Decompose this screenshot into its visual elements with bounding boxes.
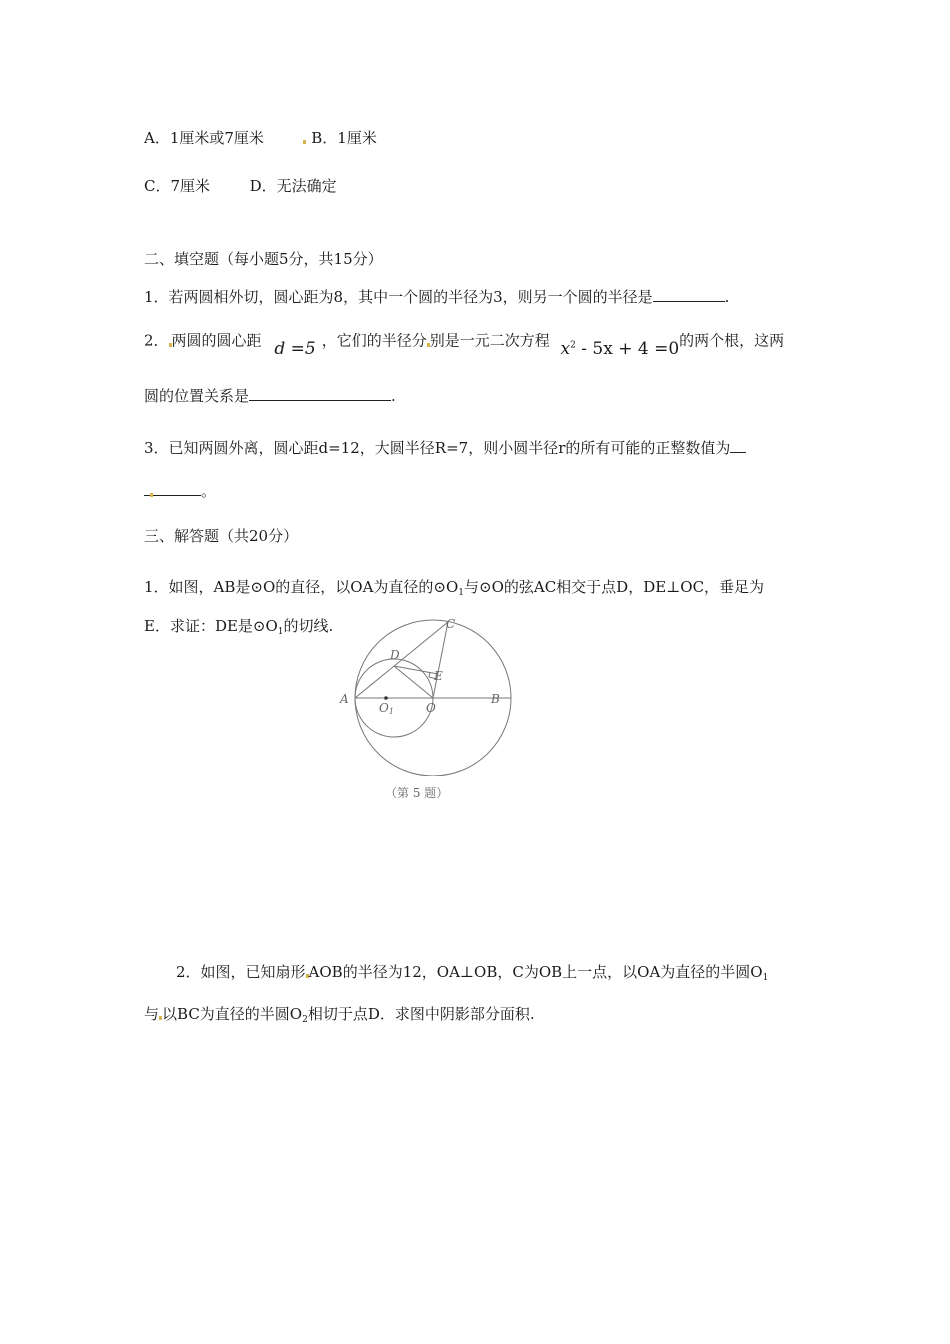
label-o1: O1 <box>379 701 394 716</box>
fill-question-3: 3．已知两圆外离，圆心距d=12，大圆半径R=7，则小圆半径r的所有可能的正整数值为 <box>144 438 746 458</box>
option-row-2 <box>144 176 337 196</box>
option-c: C．7厘米 <box>144 177 211 195</box>
label-o: O <box>426 701 436 715</box>
mark-dot <box>303 140 306 144</box>
option-row-1 <box>144 128 377 148</box>
answer-blank <box>153 481 201 496</box>
segment-od <box>394 666 433 698</box>
label-c: C <box>446 617 456 631</box>
center-o1-point <box>384 696 388 700</box>
option-d: D．无法确定 <box>249 177 337 195</box>
segment-oc <box>433 622 448 698</box>
option-a: A．1厘米或7厘米 <box>144 129 264 147</box>
section3-heading: 三、解答题（共20分） <box>144 527 299 545</box>
solve-question-1: 1．如图，AB是⊙O的直径，以OA为直径的$⊙O_1$与⊙O的弦AC相交于点D，DE⊥OC，垂足为 <box>144 578 765 598</box>
fill-question-2-line2: 圆的位置关系是 . <box>144 387 396 405</box>
chord-ac <box>355 622 448 698</box>
label-d: D <box>390 648 400 662</box>
quadratic-equation: $x^2 - 5x + 4 =0$ <box>560 338 680 359</box>
label-a: A <box>340 692 349 706</box>
label-e: E <box>434 669 443 683</box>
fill-question-3-line2: 。 <box>144 481 216 501</box>
section2-heading: 二、填空题（每小题5分，共15分） <box>144 250 383 268</box>
solve-question-1-line2: E．求证：DE是$⊙O_1$的切线. <box>144 617 334 637</box>
answer-blank <box>249 386 391 401</box>
fill-question-2: 2． 两圆的圆心距 d =5 ，它们的半径分 别是一元二次方程 $x^2 - 5x + 4 =0$的两个根，这两 <box>144 331 785 359</box>
option-b: B．1厘米 <box>311 129 377 147</box>
answer-blank <box>653 287 725 302</box>
label-b: B <box>491 692 500 706</box>
figure-caption: （第 5 题） <box>385 786 449 800</box>
geometry-figure <box>336 616 516 776</box>
segment-de <box>394 666 438 674</box>
distance-formula: d =5 <box>274 338 316 359</box>
fill-question-1: 1．若两圆相外切，圆心距为8，其中一个圆的半径为3，则另一个圆的半径是 . <box>144 288 730 306</box>
solve-question-2-line2: 与 以BC为直径的半圆$O_2$相切于点D．求图中阴影部分面积. <box>144 1005 535 1025</box>
answer-blank <box>730 438 746 453</box>
solve-question-2: 2．如图，已知扇形 AOB的半径为12，OA⊥OB，C为OB上一点，以OA为直径的半圆$O_1$ <box>176 963 769 983</box>
